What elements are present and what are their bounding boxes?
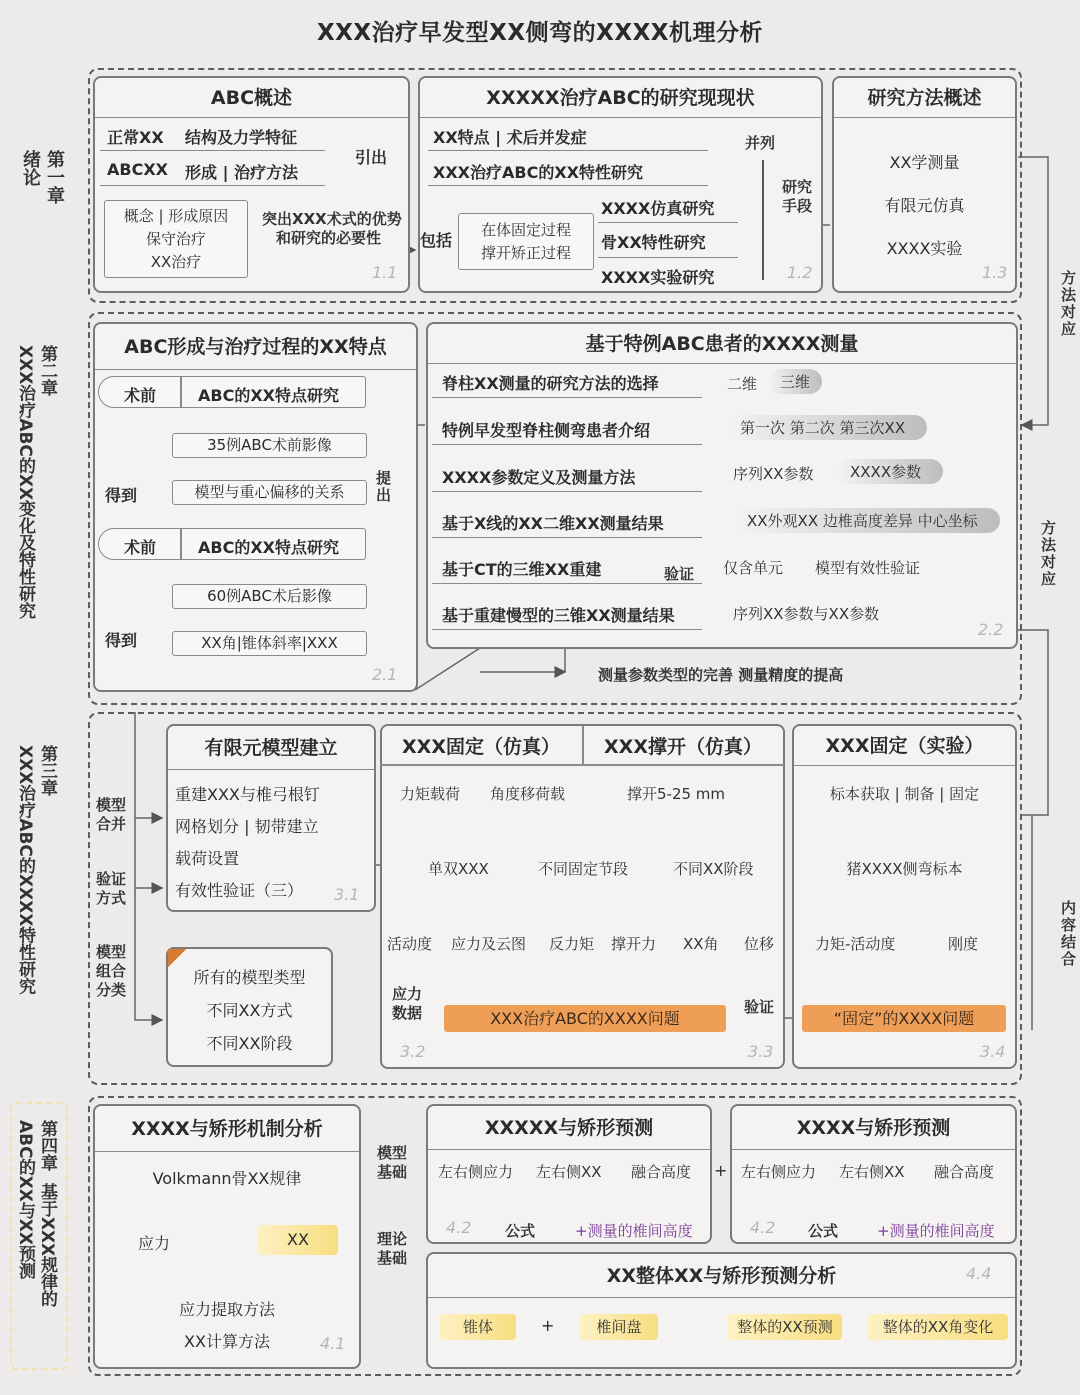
- chapter-1-label: 第一章 绪论: [20, 150, 65, 204]
- s44-vertebra: 锥体: [440, 1314, 516, 1340]
- s41-law: Volkmann骨XX规律: [152, 1169, 302, 1188]
- s21-got-2: 得到: [105, 631, 138, 650]
- s21-post-value: ABC的XX特点研究: [198, 538, 339, 557]
- s11-row2-b: 形成 | 治疗方法: [185, 163, 298, 182]
- s43-formula: 公式: [808, 1222, 839, 1240]
- s22-r5-a: 仅含单元: [723, 559, 784, 577]
- section-2-1-title: ABC形成与治疗过程的XX特点: [95, 324, 416, 370]
- s11-row1-b: 结构及力学特征: [185, 128, 298, 147]
- s12-include: 包括: [420, 231, 453, 250]
- s22-row-2: 特例早发型脊柱侧弯患者介绍: [442, 421, 651, 440]
- s34-out-2: 刚度: [948, 935, 979, 953]
- section-1-3: [832, 76, 1017, 293]
- s42-measured: +测量的椎间高度: [575, 1222, 693, 1240]
- section-4-4: [426, 1252, 1017, 1369]
- s3-stress-data: 应力 数据: [392, 985, 423, 1022]
- s11-adv-2: 和研究的必要性: [276, 229, 382, 247]
- s3-problem: XXX治疗ABC的XXXX问题: [444, 1005, 726, 1032]
- s42-item-1: 左右侧应力: [438, 1163, 514, 1181]
- s12-row1: XX特点 | 术后并发症: [433, 128, 587, 147]
- s21-box-3: 60例ABC术后影像: [172, 584, 367, 609]
- s43-item-3: 融合高度: [934, 1163, 995, 1181]
- s21-post-label: 术前: [124, 538, 157, 557]
- s12-list-3: XXXX实验研究: [601, 268, 715, 287]
- s11-lead: 引出: [355, 148, 388, 167]
- s4-theory-basis: 理论 基础: [377, 1230, 408, 1267]
- section-1-2-title: XXXXX治疗ABC的研究现现状: [420, 78, 821, 118]
- s3-out-4: 撑开力: [611, 935, 657, 953]
- s44-overall-xx: 整体的XX预测: [728, 1314, 842, 1340]
- s41-method-2: XX计算方法: [184, 1332, 270, 1351]
- s11-row1-a: 正常XX: [107, 128, 164, 147]
- s12-list-2: 骨XX特性研究: [601, 233, 706, 252]
- s44-overall-angle: 整体的XX角变化: [868, 1314, 1008, 1340]
- s3-out-6: 位移: [744, 935, 775, 953]
- s22-r5-b: 模型有效性验证: [815, 559, 921, 577]
- s42-item-2: 左右侧XX: [536, 1163, 602, 1181]
- s12-box-line: 在体固定过程: [480, 221, 571, 239]
- s12-process-box: [458, 213, 594, 270]
- s12-row2: XXX治疗ABC的XX特性研究: [433, 163, 644, 182]
- s12-means-2: 手段: [782, 197, 813, 215]
- s4-model-basis: 模型 基础: [377, 1144, 408, 1181]
- s12-means-1: 研究: [782, 178, 813, 196]
- s41-stress: 应力: [138, 1234, 171, 1253]
- s22-r3-b: XXXX参数: [838, 459, 943, 484]
- s43-measured: +测量的椎间高度: [877, 1222, 995, 1240]
- chapter-4-label: 第四章 基于XXX规律的 ABC的XX与XX预测: [15, 1120, 57, 1308]
- section-3-1-title: 有限元模型建立: [168, 726, 374, 770]
- section-4-3-title: XXXX与矫形预测: [732, 1106, 1015, 1150]
- s21-num: 2.1: [372, 665, 398, 684]
- s3-out-3: 反力矩: [549, 935, 595, 953]
- s21-pre-label: 术前: [124, 386, 157, 405]
- chapter-2-label: 第二章 XXX治疗ABC的XX变化及特性研究: [15, 345, 57, 620]
- section-3-2-title: XXX固定（仿真）: [402, 736, 560, 758]
- section-2-2-title: 基于特例ABC患者的XXXX测量: [428, 324, 1016, 364]
- s3-label-combo: 模型组合分类: [96, 943, 127, 999]
- s12-box-line: 撑开矫正过程: [480, 244, 571, 262]
- s22-r4: XX外观XX 边椎高度差异 中心坐标: [735, 508, 1000, 533]
- s11-adv-1: 突出XXX术式的优势: [262, 210, 402, 228]
- s3-types-3: 不同XX阶段: [206, 1034, 293, 1053]
- s22-row-3: XXXX参数定义及测量方法: [442, 468, 636, 487]
- section-1-1-title: ABC概述: [95, 78, 408, 118]
- s3-verify: 验证: [744, 998, 775, 1016]
- s34-specimen: 猪XXXX侧弯标本: [846, 860, 963, 878]
- s42-formula: 公式: [505, 1222, 536, 1240]
- s43-item-2: 左右侧XX: [839, 1163, 905, 1181]
- s43-item-1: 左右侧应力: [741, 1163, 817, 1181]
- s11-box-line: 保守治疗: [145, 230, 206, 248]
- s3-types-1: 所有的模型类型: [193, 968, 306, 987]
- s44-num: 4.4: [966, 1264, 992, 1283]
- s22-verify: 验证: [664, 565, 695, 583]
- s11-row2-a: ABCXX: [107, 160, 168, 179]
- s21-box-2: 模型与重心偏移的关系: [172, 480, 367, 505]
- side-label-method-1: 方法对应: [1059, 270, 1077, 338]
- s3-out-2: 应力及云图: [451, 935, 527, 953]
- section-3-4-title: XXX固定（实验）: [794, 726, 1015, 766]
- s42-num: 4.2: [446, 1218, 472, 1237]
- s13-item-1: XX学测量: [889, 153, 960, 172]
- s4-plus: +: [714, 1161, 728, 1180]
- side-label-method-2: 方法对应: [1039, 520, 1057, 588]
- s44-plus: +: [541, 1316, 555, 1335]
- s22-bottom: 测量参数类型的完善 测量精度的提高: [598, 666, 844, 684]
- s3-out-5: XX角: [683, 935, 719, 953]
- s31-num: 3.1: [334, 885, 360, 904]
- s3-load-1: 力矩载荷: [400, 785, 461, 803]
- s21-got-1: 得到: [105, 486, 138, 505]
- s22-num: 2.2: [978, 620, 1004, 639]
- s41-num: 4.1: [320, 1334, 346, 1353]
- s3-out-1: 活动度: [387, 935, 433, 953]
- s41-method-1: 应力提取方法: [178, 1300, 275, 1319]
- page-title: XXX治疗早发型XX侧弯的XXXX机理分析: [316, 20, 764, 46]
- s22-r3-a: 序列XX参数: [733, 465, 814, 483]
- s32-num: 3.2: [400, 1042, 426, 1061]
- s3-load-2: 角度移荷载: [490, 785, 566, 803]
- s22-r1-b: 三维: [768, 369, 822, 394]
- section-4-4-title: XX整体XX与矫形预测分析: [428, 1254, 1015, 1298]
- s11-box-line: 概念 | 形成原因: [123, 207, 229, 225]
- s3-mid-2: 不同固定节段: [538, 860, 629, 878]
- s3-load-3: 撑开5-25 mm: [627, 785, 726, 803]
- s41-xx: XX: [258, 1225, 338, 1255]
- s11-num: 1.1: [372, 263, 398, 282]
- s12-list-1: XXXX仿真研究: [601, 199, 715, 218]
- s34-num: 3.4: [980, 1042, 1006, 1061]
- s34-out-1: 力矩-活动度: [815, 935, 896, 953]
- s22-r2: 第一次 第二次 第三次XX: [728, 415, 927, 440]
- s42-item-3: 融合高度: [631, 1163, 692, 1181]
- s12-parallel: 并列: [745, 134, 776, 152]
- s31-item-4: 有效性验证（三）: [175, 881, 304, 900]
- s3-label-merge: 模型合并: [96, 796, 127, 833]
- s43-num: 4.2: [750, 1218, 776, 1237]
- s3-mid-1: 单双XXX: [428, 860, 489, 878]
- s31-item-1: 重建XXX与椎弓根钉: [175, 785, 320, 804]
- s22-r6: 序列XX参数与XX参数: [733, 605, 880, 623]
- s12-num: 1.2: [787, 263, 813, 282]
- section-1-3-title: 研究方法概述: [834, 78, 1015, 118]
- s13-item-3: XXXX实验: [886, 239, 963, 258]
- s3-label-verify: 验证方式: [96, 870, 127, 907]
- s21-box-4: XX角|锥体斜率|XXX: [172, 631, 367, 656]
- s12-bracket: [762, 160, 764, 280]
- s13-num: 1.3: [982, 263, 1008, 282]
- s44-disc: 椎间盘: [580, 1314, 658, 1340]
- s11-concept-box: [104, 200, 248, 278]
- section-3-3-title: XXX撑开（仿真）: [604, 736, 762, 758]
- s11-box-line: XX治疗: [150, 253, 202, 271]
- s33-num: 3.3: [748, 1042, 774, 1061]
- s22-row-5: 基于CT的三维XX重建: [442, 560, 602, 579]
- s22-row-6: 基于重建慢型的三锥XX测量结果: [442, 606, 675, 625]
- side-label-content: 内容结合: [1059, 900, 1077, 968]
- s3-types-2: 不同XX方式: [206, 1001, 293, 1020]
- s3-mid-3: 不同XX阶段: [673, 860, 754, 878]
- s13-item-2: 有限元仿真: [884, 196, 965, 215]
- s22-row-4: 基于X线的XX二维XX测量结果: [442, 514, 664, 533]
- chapter-3-label: 第三章 XXX治疗ABC的XXXX特性研究: [15, 745, 57, 995]
- s31-item-3: 载荷设置: [175, 849, 240, 868]
- s34-prep: 标本获取 | 制备 | 固定: [829, 785, 980, 803]
- s22-r1-a: 二维: [727, 375, 758, 393]
- section-4-1-title: XXXX与矫形机制分析: [95, 1106, 359, 1152]
- s21-extract: 提出: [374, 470, 392, 504]
- s22-row-1: 脊柱XX测量的研究方法的选择: [442, 374, 659, 393]
- s31-item-2: 网格划分 | 韧带建立: [175, 817, 319, 836]
- s34-problem: “固定”的XXXX问题: [802, 1005, 1006, 1032]
- section-4-2-title: XXXXX与矫形预测: [428, 1106, 710, 1150]
- s21-pre-value: ABC的XX特点研究: [198, 386, 339, 405]
- s21-box-1: 35例ABC术前影像: [172, 433, 367, 458]
